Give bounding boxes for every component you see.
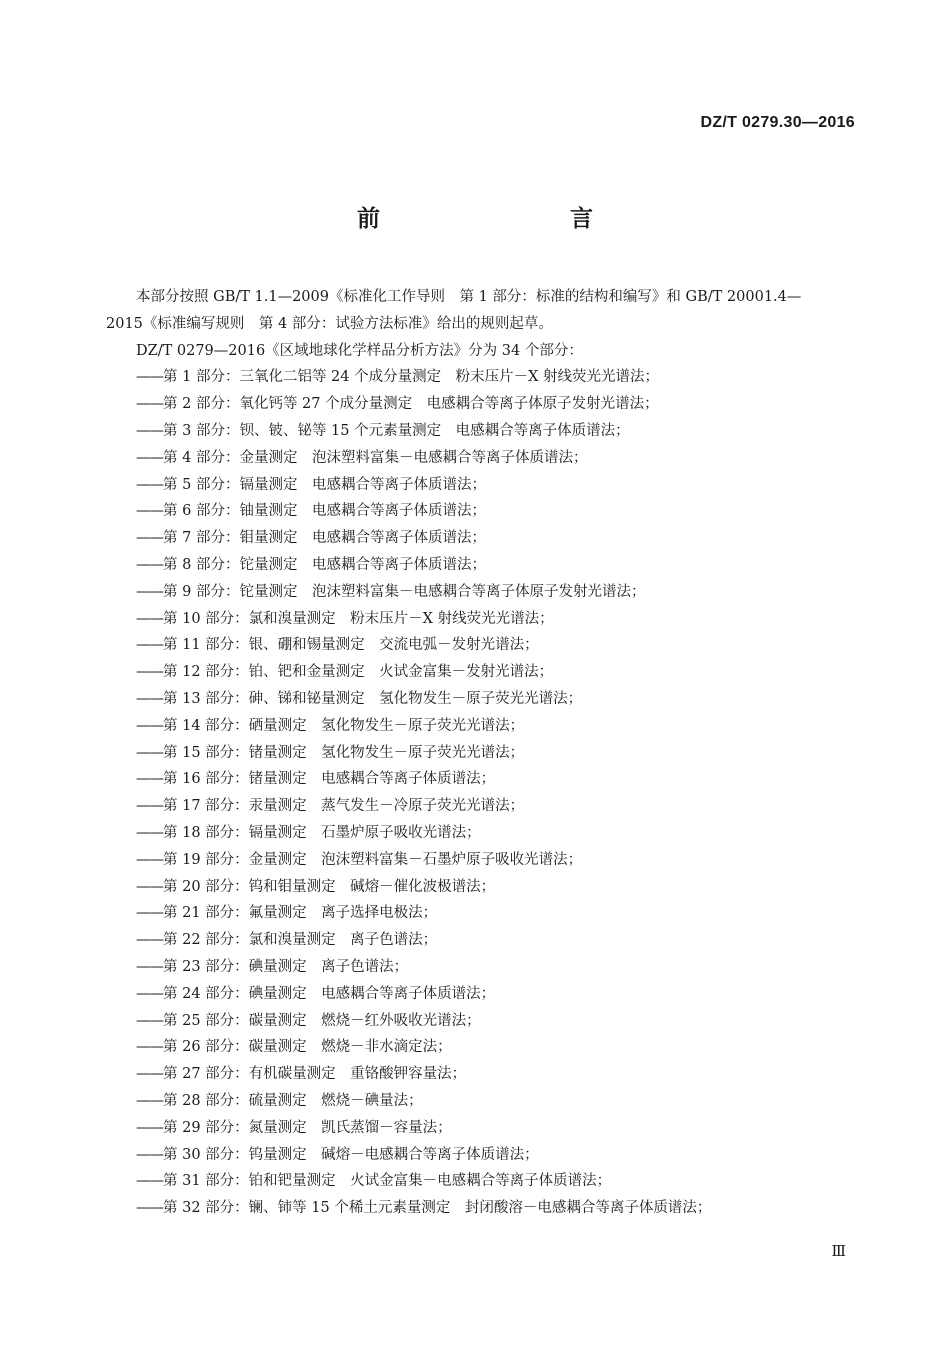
list-item: —— 第 25 部分：碳量测定 燃烧－红外吸收光谱法； (106, 1008, 866, 1035)
list-item: —— 第 18 部分：镉量测定 石墨炉原子吸收光谱法； (106, 820, 866, 847)
list-item: —— 第 27 部分：有机碳量测定 重铬酸钾容量法； (106, 1061, 866, 1088)
intro-paragraph-line-2: 2015《标准编写规则 第 4 部分：试验方法标准》给出的规则起草。 (106, 315, 553, 332)
list-item: —— 第 26 部分：碳量测定 燃烧－非水滴定法； (106, 1034, 866, 1061)
list-item: —— 第 8 部分：铊量测定 电感耦合等离子体质谱法； (106, 552, 866, 579)
list-item: —— 第 20 部分：钨和钼量测定 碱熔－催化波极谱法； (106, 874, 866, 901)
list-item: —— 第 7 部分：钼量测定 电感耦合等离子体质谱法； (106, 525, 866, 552)
list-item: —— 第 29 部分：氮量测定 凯氏蒸馏－容量法； (106, 1115, 866, 1142)
series-paragraph: DZ/T 0279—2016《区域地球化学样品分析方法》分为 34 个部分： (136, 342, 583, 359)
page-number: Ⅲ (831, 1242, 846, 1260)
parts-list (106, 364, 866, 1222)
standard-code: DZ/T 0279.30—2016 (700, 114, 855, 131)
list-item: —— 第 9 部分：铊量测定 泡沫塑料富集－电感耦合等离子体原子发射光谱法； (106, 579, 866, 606)
list-item: —— 第 5 部分：镉量测定 电感耦合等离子体质谱法； (106, 472, 866, 499)
list-item: —— 第 16 部分：锗量测定 电感耦合等离子体质谱法； (106, 766, 866, 793)
list-item: —— 第 32 部分：镧、铈等 15 个稀土元素量测定 封闭酸溶－电感耦合等离子体质谱法； (106, 1195, 866, 1222)
page-title: 前 言 (357, 206, 641, 232)
list-item: —— 第 4 部分：金量测定 泡沫塑料富集－电感耦合等离子体质谱法； (106, 445, 866, 472)
intro-paragraph-line-1: 本部分按照 GB/T 1.1—2009《标准化工作导则 第 1 部分：标准的结构和编写》和 GB/T 20001.4— (136, 289, 802, 305)
list-item: —— 第 23 部分：碘量测定 离子色谱法； (106, 954, 866, 981)
list-item: —— 第 30 部分：钨量测定 碱熔－电感耦合等离子体质谱法； (106, 1142, 866, 1169)
list-item: —— 第 17 部分：汞量测定 蒸气发生－冷原子荧光光谱法； (106, 793, 866, 820)
document-body (106, 284, 866, 1222)
list-item: —— 第 22 部分：氯和溴量测定 离子色谱法； (106, 927, 866, 954)
list-item: —— 第 13 部分：砷、锑和铋量测定 氢化物发生－原子荧光光谱法； (106, 686, 866, 713)
list-item: —— 第 14 部分：硒量测定 氢化物发生－原子荧光光谱法； (106, 713, 866, 740)
list-item: —— 第 1 部分：三氧化二铝等 24 个成分量测定 粉末压片－X 射线荧光光谱法； (106, 364, 866, 391)
list-item: —— 第 3 部分：钡、铍、铋等 15 个元素量测定 电感耦合等离子体质谱法； (106, 418, 866, 445)
list-item: —— 第 15 部分：锗量测定 氢化物发生－原子荧光光谱法； (106, 740, 866, 767)
list-item: —— 第 21 部分：氟量测定 离子选择电极法； (106, 900, 866, 927)
list-item: —— 第 10 部分：氯和溴量测定 粉末压片－X 射线荧光光谱法； (106, 606, 866, 633)
list-item: —— 第 11 部分：银、硼和锡量测定 交流电弧－发射光谱法； (106, 632, 866, 659)
list-item: —— 第 6 部分：铀量测定 电感耦合等离子体质谱法； (106, 498, 866, 525)
list-item: —— 第 31 部分：铂和钯量测定 火试金富集－电感耦合等离子体质谱法； (106, 1168, 866, 1195)
list-item: —— 第 12 部分：铂、钯和金量测定 火试金富集－发射光谱法； (106, 659, 866, 686)
list-item: —— 第 2 部分：氧化钙等 27 个成分量测定 电感耦合等离子体原子发射光谱法； (106, 391, 866, 418)
list-item: —— 第 24 部分：碘量测定 电感耦合等离子体质谱法； (106, 981, 866, 1008)
list-item: —— 第 19 部分：金量测定 泡沫塑料富集－石墨炉原子吸收光谱法； (106, 847, 866, 874)
list-item: —— 第 28 部分：硫量测定 燃烧－碘量法； (106, 1088, 866, 1115)
